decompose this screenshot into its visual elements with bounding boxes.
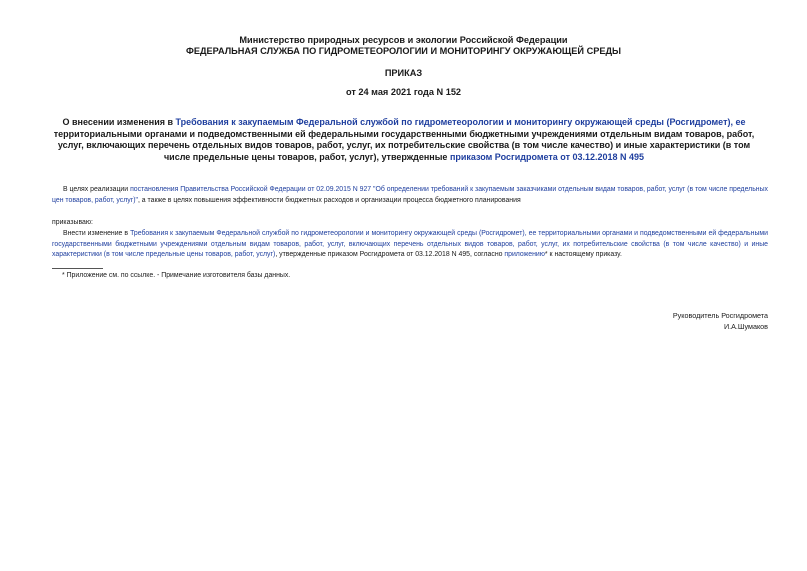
title-order-link[interactable]: приказом Росгидромета от 03.12.2018 N 495 — [449, 151, 645, 162]
intro-decree-link[interactable]: постановления Правительства Российской Федерации от 02.09.2015 N 927 "Об определении требований к закупаемым заказчиками отдельным видам товаров, работ, услуг (в том числе предельных цен товаров, работ, услуг)" — [52, 186, 768, 204]
footnote-divider — [52, 268, 103, 269]
footnote-text: * Приложение см. по ссылке. - Примечание изготовителя базы данных. — [62, 272, 291, 279]
signature-name: И.А.Шумаков — [723, 322, 768, 331]
order-word: приказываю: — [52, 219, 93, 226]
intro-prefix: В целях реализации — [63, 186, 131, 193]
document-date-number: от 24 мая 2021 года N 152 — [345, 87, 462, 97]
title-middle: территориальными органами и подведомственными ей федеральными государственными бюджетными учреждениями отдельным видам товаров, работ, услуг, включающих перечень отдельных видов товаров, работ, услуг, их потребительские свойства (в том числе качество) и иные характеристики (в том числе предельные цены товаров, работ, услуг), утвержденные — [53, 128, 755, 162]
title-requirements-link[interactable]: Требования к закупаемым Федеральной службой по гидрометеорологии и мониторингу окружающей среды (Росгидромет), ее — [175, 117, 746, 127]
order-item-paragraph — [52, 229, 768, 261]
item-appendix-link[interactable]: приложению — [504, 251, 545, 259]
item-prefix: Внести изменение в — [63, 230, 131, 237]
intro-paragraph — [52, 185, 768, 206]
item-requirements-link[interactable]: Требования к закупаемым Федеральной службой по гидрометеорологии и мониторингу окружающей среды (Росгидромет), ее территориальными органами и подведомственными ей федеральными государственными бюджетными учреждениями отдельным видам товаров, работ, услуг, включающих перечень отдельных видов товаров, работ, услуг, их потребительские свойства (в том числе качество) и иные характеристики (в том числе предельные цены товаров, работ, услуг) — [52, 230, 768, 259]
title-prefix: О внесении изменения в — [62, 117, 176, 127]
item-middle: , утвержденные приказом Росгидромета от 03.12.2018 N 495, согласно — [275, 251, 505, 259]
document-type: ПРИКАЗ — [384, 68, 423, 78]
intro-suffix: , а также в целях повышения эффективности бюджетных расходов и организации процесса бюджетного планирования — [137, 196, 521, 204]
document-title — [52, 117, 756, 163]
service-name: ФЕДЕРАЛЬНАЯ СЛУЖБА ПО ГИДРОМЕТЕОРОЛОГИИ И МОНИТОРИНГУ ОКРУЖАЮЩЕЙ СРЕДЫ — [186, 46, 621, 56]
signature-position: Руководитель Росгидромета — [672, 311, 768, 320]
item-suffix: * к настоящему приказу. — [544, 251, 622, 259]
ministry-name: Министерство природных ресурсов и экологии Российской Федерации — [239, 35, 568, 45]
